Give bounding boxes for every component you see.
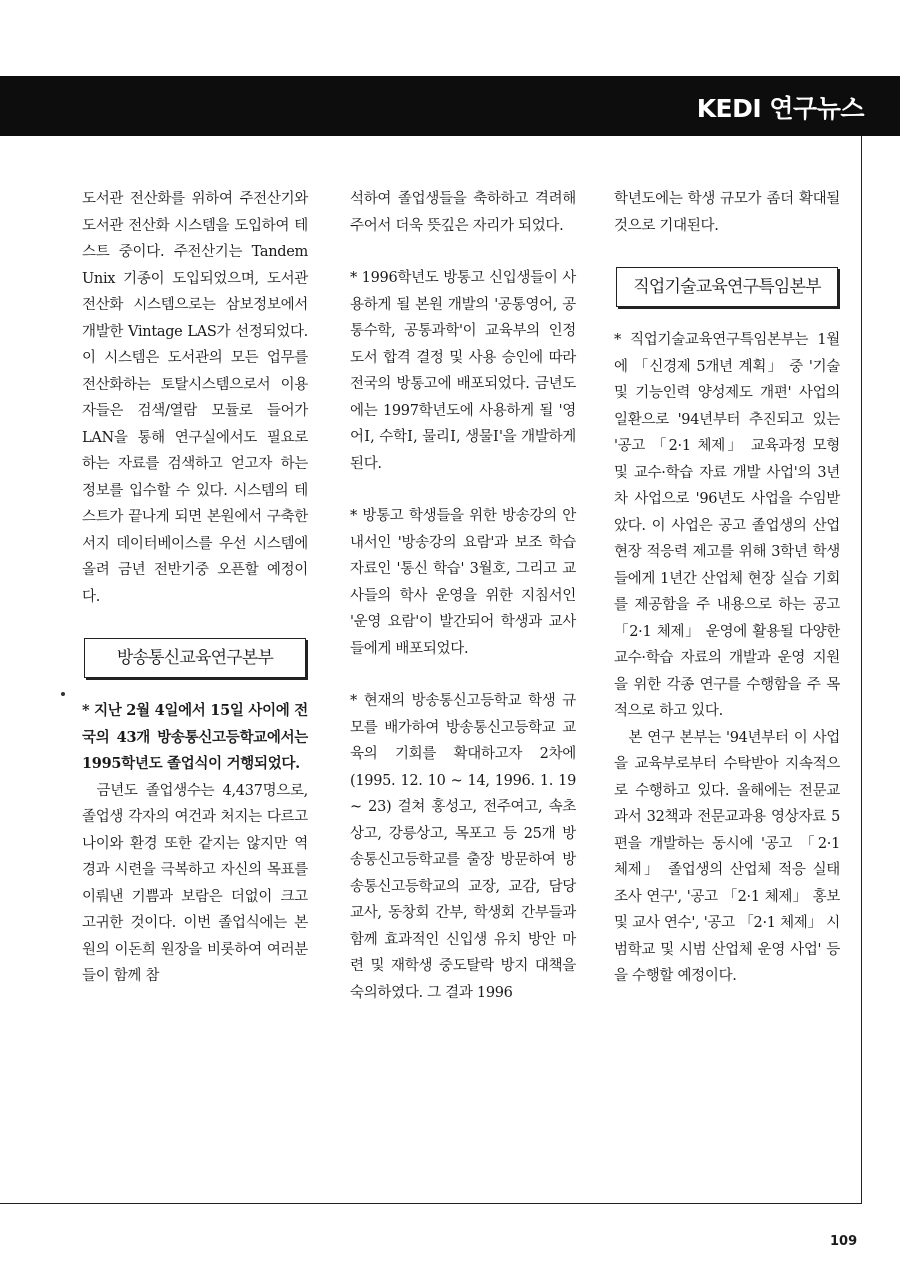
column-2	[350, 186, 576, 1006]
graduates-paragraph: 금년도 졸업생수는 4,437명으로, 졸업생 각자의 여건과 처지는 다르고 나이와 환경 또한 같지는 않지만 역경과 시련을 극복하고 자신의 목표를 이뤄낸 기쁨과 보람은 더없이 크고 고귀한 것이다. 이번 졸업식에는 본원의 이돈희 원장을 비롯하여 여러분들이 함께 참	[82, 782, 308, 984]
vocational-paragraph: * 직업기술교육연구특임본부는 1월에 「신경제 5개년 계획」 중 '기술 및 기능인력 양성제도 개편' 사업의 일환으로 '94년부터 추진되고 있는 '공고 「2·1 체제」 교육과정 모형 및 교수·학습 자료 개발 사업'의 3년차 사업으로 '96년도 사업을 수임받았다. 이 사업은 공고 졸업생의 산업 현장 적응력 제고를 위해 3학년 학생들에게 1년간 산업체 현장 실습 기회를 제공함을 주 내용으로 하는 공고 「2·1 체제」 운영에 활용될 다양한 교수·학습 자료의 개발과 운영 지원을 위한 각종 연구를 수행함을 주 목적으로 하고 있다.	[614, 332, 840, 719]
bottom-border-rule	[0, 1203, 862, 1204]
header-title: KEDI 연구뉴스	[696, 94, 864, 123]
right-border-rule	[861, 136, 862, 1204]
section-heading-broadcast: 방송통신교육연구본부	[84, 638, 306, 678]
expansion-paragraph: 학년도에는 학생 규모가 좀더 확대될 것으로 기대된다.	[614, 191, 840, 234]
research-paragraph: 본 연구 본부는 '94년부터 이 사업을 교육부로부터 수탁받아 지속적으로 수행하고 있다. 올해에는 전문교과서 32책과 전문교과용 영상자료 5편을 개발하는 동시에 '공고 「2·1 체제」 졸업생의 산업체 적응 실태 조사 연구', '공고 「2·1 체제」 홍보 및 교사 연수', '공고 「2·1 체제」 시범학교 및 시범 산업체 운영 사업' 등을 수행할 예정이다.	[614, 729, 840, 984]
header-bar	[0, 76, 900, 136]
guidebook-paragraph: * 방통고 학생들을 위한 방송강의 안내서인 '방송강의 요람'과 보조 학습 자료인 '통신 학습' 3월호, 그리고 교사들의 학사 운영을 위한 지침서인 '운영 요람'이 발간되어 학생과 교사들에게 배포되었다.	[350, 508, 576, 657]
column-1	[82, 186, 308, 990]
column-3	[614, 186, 840, 990]
visit-paragraph: * 현재의 방송통신고등학교 학생 규모를 배가하여 방송통신고등학교 교육의 기회를 확대하고자 2차에(1995. 12. 10 ~ 14, 1996. 1. 19 ~ 23) 걸쳐 홍성고, 전주여고, 속초상고, 강릉상고, 목포고 등 25개 방송통신고등학교를 출장 방문하여 방송통신고등학교의 교장, 교감, 담당 교사, 동창회 간부, 학생회 간부들과 함께 효과적인 신입생 유치 방안 마련 및 재학생 중도탈락 방지 대책을 숙의하였다. 그 결과 1996	[350, 693, 576, 1001]
library-paragraph: 도서관 전산화를 위하여 주전산기와 도서관 전산화 시스템을 도입하여 테스트 중이다. 주전산기는 Tandem Unix 기종이 도입되었으며, 도서관 전산화 시스템으로는 삼보정보에서 개발한 Vintage LAS가 선정되었다. 이 시스템은 도서관의 모든 업무를 전산화하는 토탈시스템으로서 이용자들은 검색/열람 모듈로 들어가 LAN을 통해 연구실에서도 필요로 하는 자료를 검색하고 얻고자 하는 정보를 입수할 수 있다. 시스템의 테스트가 끝나게 되면 본원에서 구축한 서지 데이터베이스를 우선 시스템에 올려 금년 전반기중 오픈할 예정이다.	[82, 191, 308, 605]
page-number: 109	[830, 1234, 858, 1249]
ceremony-paragraph: 석하여 졸업생들을 축하하고 격려해 주어서 더욱 뜻깊은 자리가 되었다.	[350, 191, 576, 234]
section-heading-vocational: 직업기술교육연구특임본부	[616, 267, 838, 307]
graduation-paragraph: * 지난 2월 4일에서 15일 사이에 전국의 43개 방송통신고등학교에서는 1995학년도 졸업식이 거행되었다.	[82, 702, 308, 772]
margin-dot	[61, 692, 65, 696]
textbook-paragraph: * 1996학년도 방통고 신입생들이 사용하게 될 본원 개발의 '공통영어, 공통수학, 공통과학'이 교육부의 인정 도서 합격 결정 및 사용 승인에 따라 전국의 방통고에 배포되었다. 금년도에는 1997학년도에 사용하게 될 '영어Ⅰ, 수학Ⅰ, 물리Ⅰ, 생물Ⅰ'을 개발하게 된다.	[350, 270, 576, 472]
